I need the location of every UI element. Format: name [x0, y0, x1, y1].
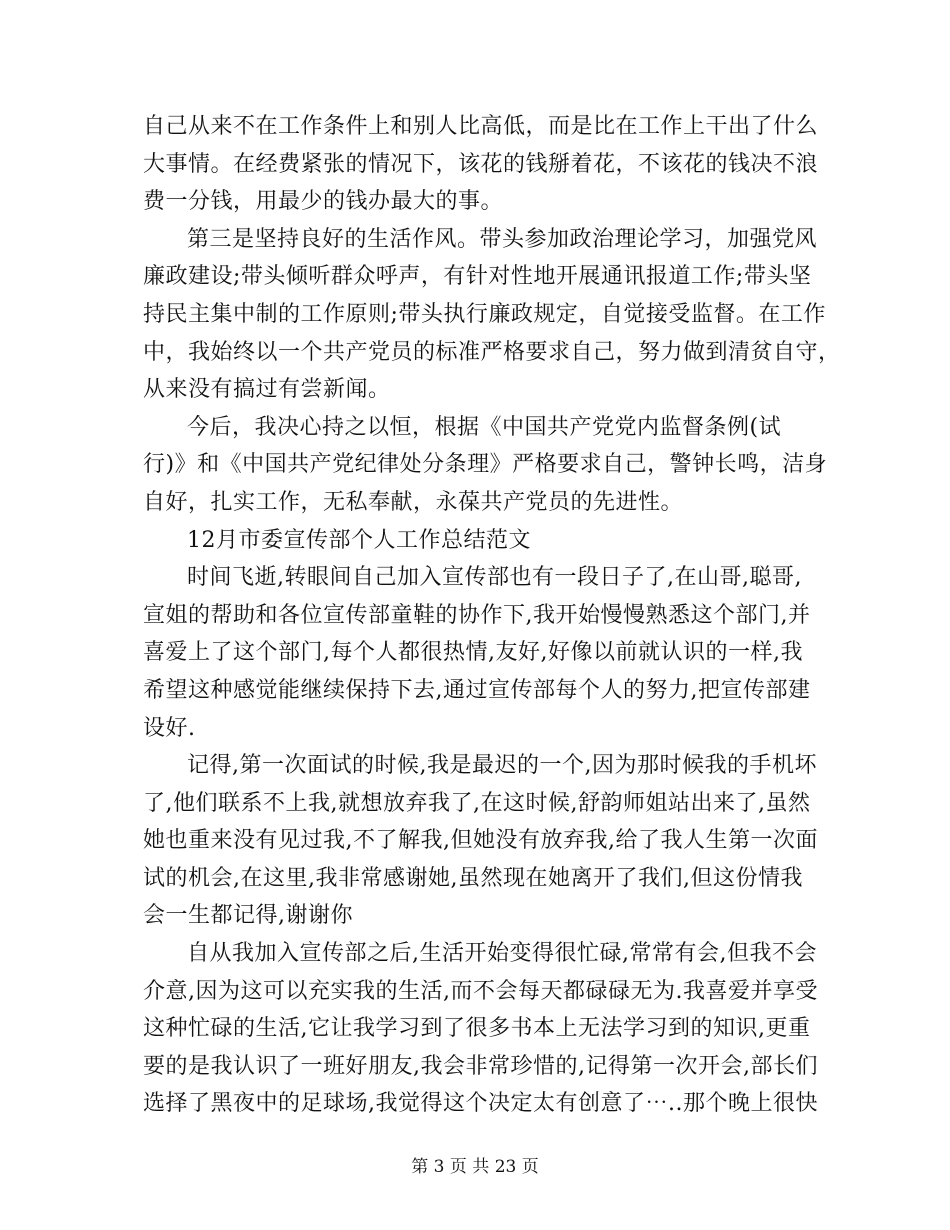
text-line: 自好，扎实工作，无私奉献，永葆共产党员的先进性。	[143, 489, 684, 515]
text-line: 第三是坚持良好的生活作风。带头参加政治理论学习，加强党风	[187, 226, 818, 252]
text-line: 时间飞逝,转眼间自己加入宣传部也有一段日子了,在山哥,聪哥,	[187, 565, 802, 591]
section-title: 12月市委宣传部个人工作总结范文	[187, 527, 531, 553]
text-line: 会一生都记得,谢谢你	[143, 903, 353, 929]
text-line: 设好.	[143, 715, 196, 741]
text-line: 从来没有搞过有尝新闻。	[143, 377, 391, 403]
text-line: 这种忙碌的生活,它让我学习到了很多书本上无法学习到的知识,更重	[143, 1016, 811, 1042]
text-line: 她也重来没有见过我,不了解我,但她没有放弃我,给了我人生第一次面	[143, 828, 818, 854]
text-line: 自己从来不在工作条件上和别人比高低，而是比在工作上干出了什么	[143, 114, 819, 139]
text-line: 希望这种感觉能继续保持下去,通过宣传部每个人的努力,把宣传部建	[143, 677, 811, 703]
text-line: 持民主集中制的工作原则;带头执行廉政规定，自觉接受监督。在工作	[143, 301, 826, 327]
text-line: 要的是我认识了一班好朋友,我会非常珍惜的,记得第一次开会,部长们	[143, 1053, 818, 1079]
text-line: 自从我加入宣传部之后,生活开始变得很忙碌,常常有会,但我不会	[187, 941, 817, 967]
text-line: 大事情。在经费紧张的情况下，该花的钱掰着花，不该花的钱决不浪	[143, 151, 819, 177]
text-line: 费一分钱，用最少的钱办最大的事。	[143, 189, 504, 215]
text-line: 了,他们联系不上我,就想放弃我了,在这时候,舒韵师姐站出来了,虽然	[143, 790, 811, 816]
text-line: 选择了黑夜中的足球场,我觉得这个决定太有创意了⋯..那个晚上很快	[143, 1091, 818, 1117]
text-line: 今后，我决心持之以恒，根据《中国共产党党内监督条例(试	[187, 414, 782, 440]
text-line: 喜爱上了这个部门,每个人都很热情,友好,好像以前就认识的一样,我	[143, 640, 803, 666]
text-line: 记得,第一次面试的时候,我是最迟的一个,因为那时候我的手机坏	[187, 753, 817, 779]
text-line: 试的机会,在这里,我非常感谢她,虽然现在她离开了我们,但这份情我	[143, 865, 803, 891]
body-text	[143, 108, 841, 1123]
text-line: 介意,因为这可以充实我的生活,而不会每天都碌碌无为.我喜爱并享受	[143, 978, 818, 1004]
text-line: 行)》和《中国共产党纪律处分条理》严格要求自己，警钟长鸣，洁身	[143, 452, 828, 478]
text-line: 中，我始终以一个共产党员的标准严格要求自己，努力做到清贫自守，	[143, 339, 841, 365]
page-number-footer: 第 3 页 共 23 页	[411, 1157, 539, 1177]
text-line: 廉政建设;带头倾听群众呼声，有针对性地开展通讯报道工作;带头坚	[143, 264, 812, 290]
text-line: 宣姐的帮助和各位宣传部童鞋的协作下,我开始慢慢熟悉这个部门,并	[143, 602, 811, 628]
